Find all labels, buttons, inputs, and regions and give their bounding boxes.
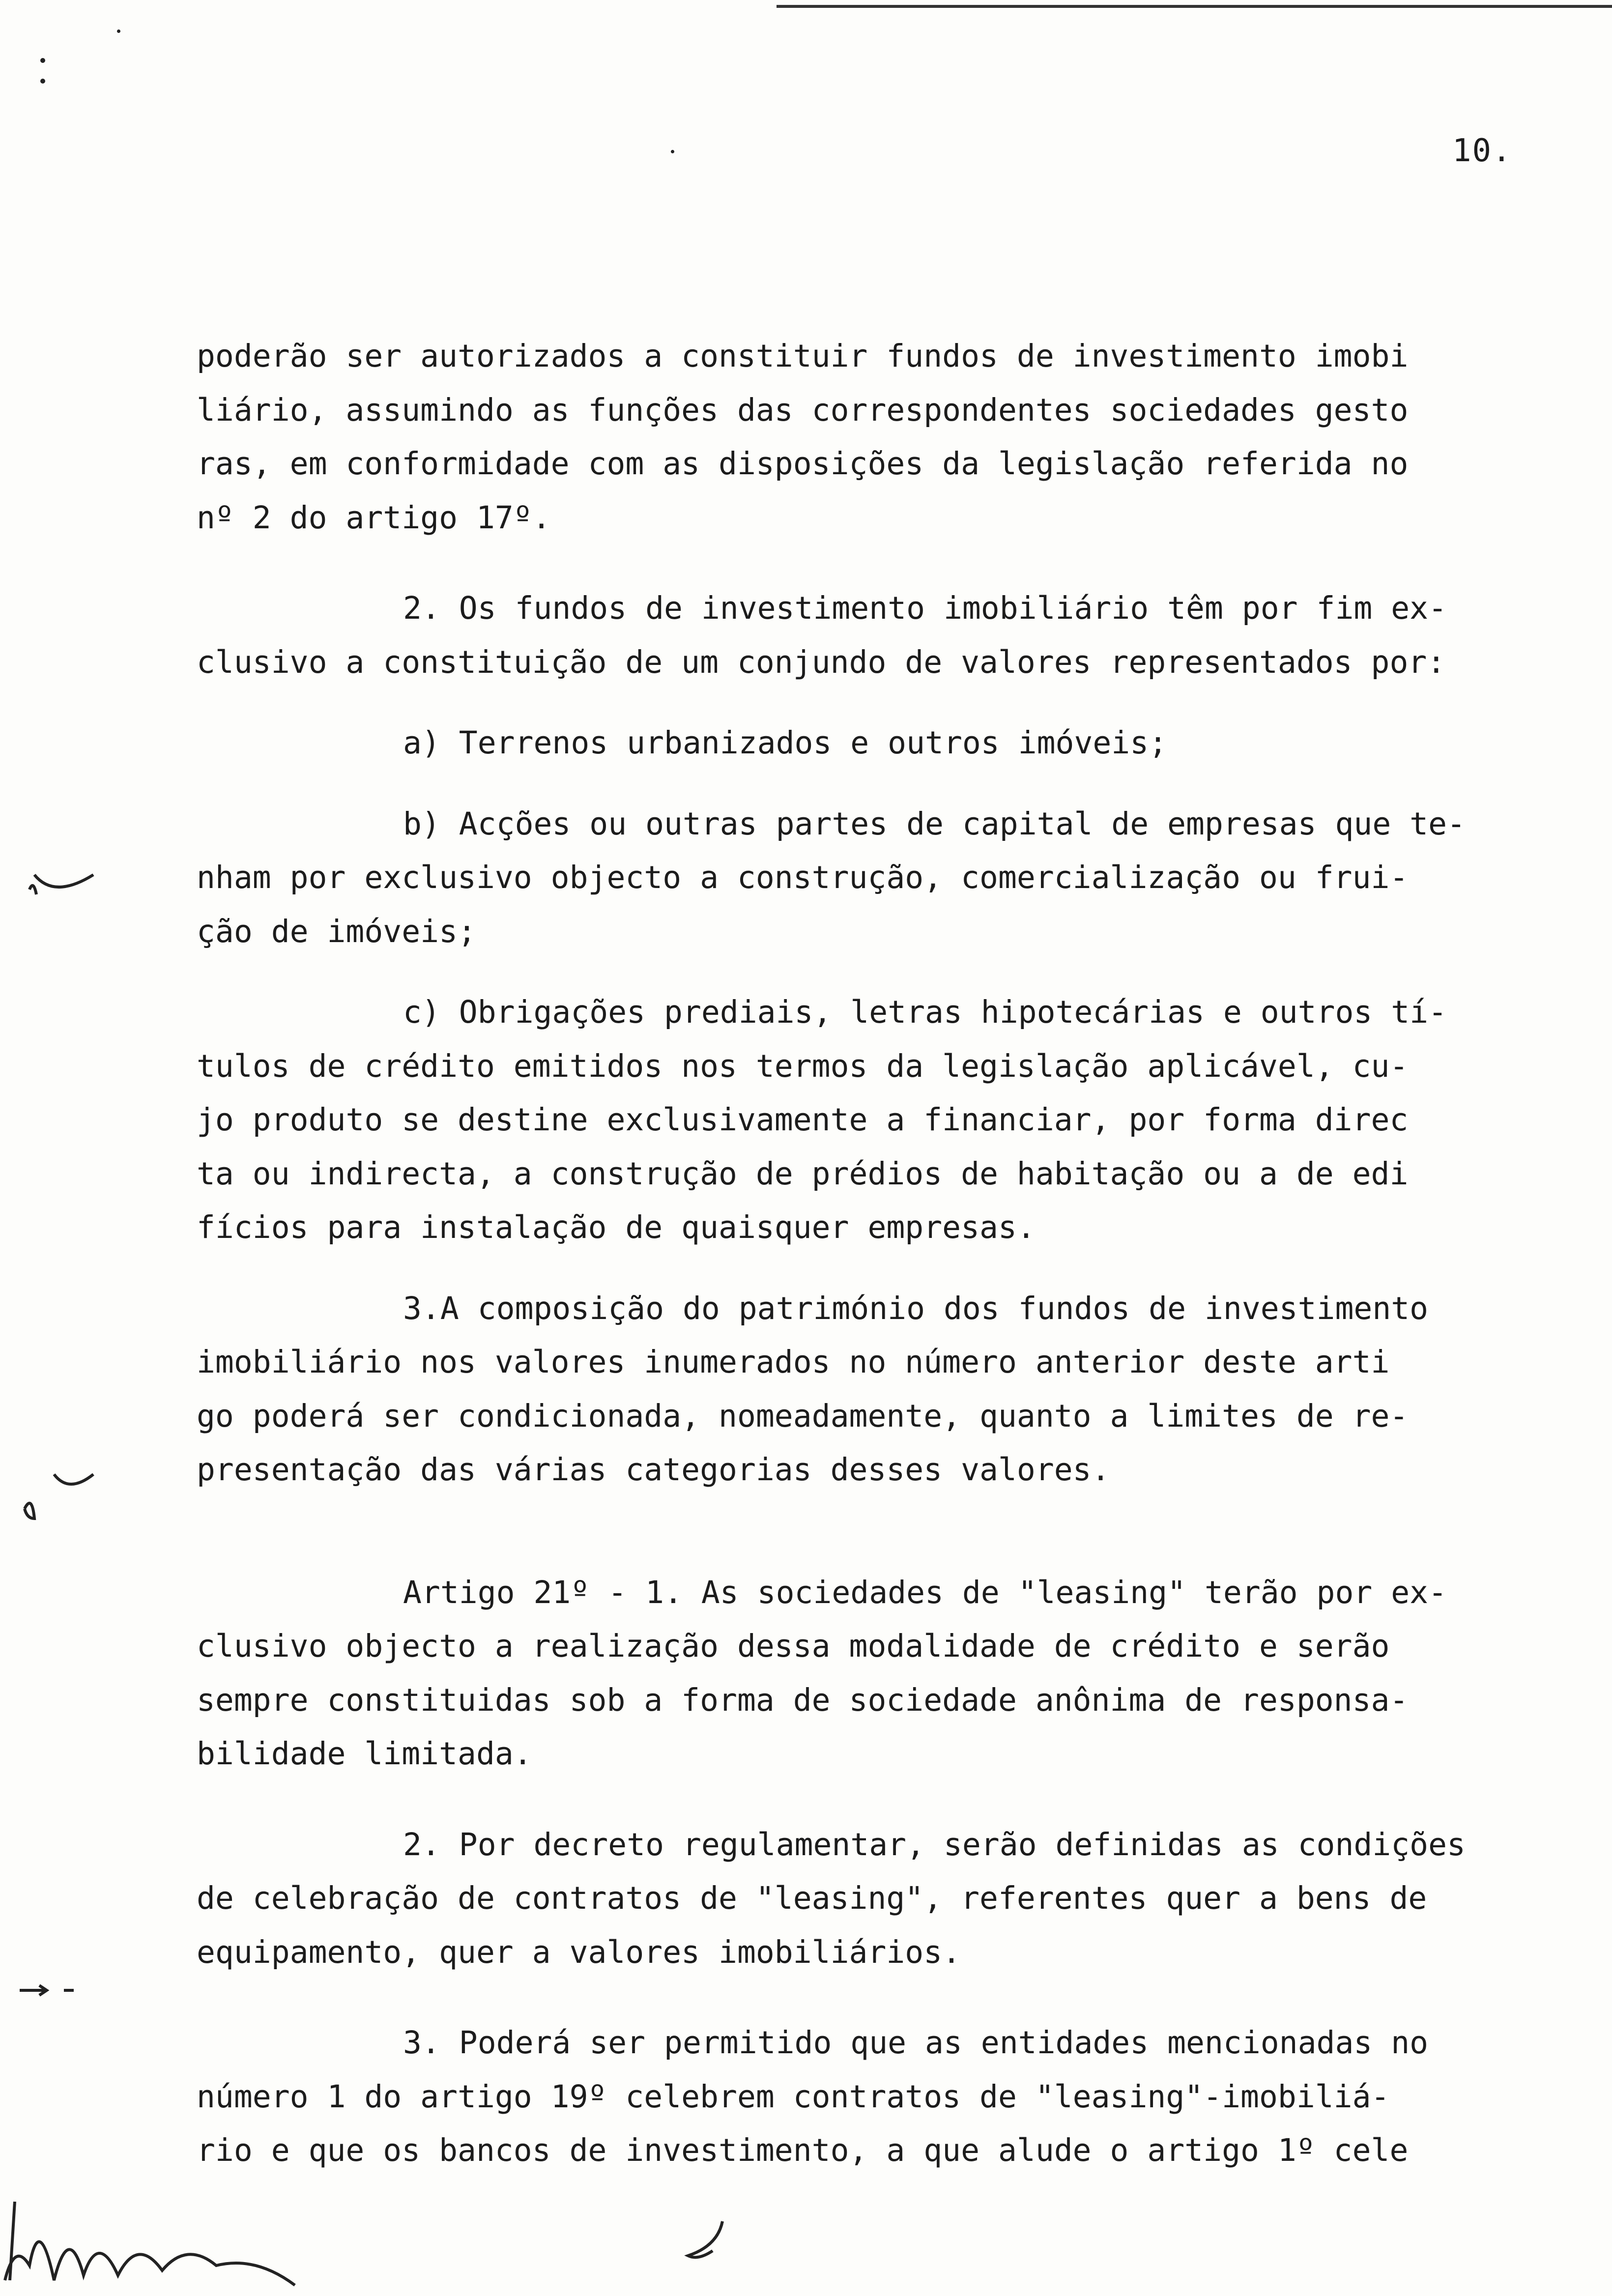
margin-dot [117, 29, 120, 33]
text-line: 2. Os fundos de investimento imobiliário têm por fim ex- [403, 590, 1447, 626]
paragraph-article-21-2 [197, 1818, 1592, 1980]
text-line: presentação das várias categorias desses valores. [197, 1452, 1110, 1488]
text-line: clusivo objecto a realização dessa modalidade de crédito e serão [197, 1628, 1390, 1664]
text-line: a) Terrenos urbanizados e outros imóveis; [403, 725, 1168, 761]
text-line: de celebração de contratos de "leasing", referentes quer a bens de [197, 1880, 1427, 1916]
text-line: ta ou indirecta, a construção de prédios de habitação ou a de edi [197, 1155, 1409, 1192]
text-line: nº 2 do artigo 17º. [197, 499, 551, 536]
text-line: go poderá ser condicionada, nomeadamente, quanto a limites de re- [197, 1398, 1409, 1434]
text-line: fícios para instalação de quaisquer empresas. [197, 1209, 1036, 1245]
paragraph-item-3 [197, 1282, 1592, 1497]
text-line: poderão ser autorizados a constituir fundos de investimento imobi [197, 338, 1409, 374]
handwritten-stroke [678, 2216, 737, 2266]
paragraph-item-2a [197, 716, 1592, 770]
text-line: rio e que os bancos de investimento, a que alude o artigo 1º cele [197, 2132, 1409, 2168]
text-line: número 1 do artigo 19º celebrem contratos de "leasing"-imobiliá- [197, 2078, 1390, 2115]
top-rule [777, 5, 1612, 8]
text-line: bilidade limitada. [197, 1736, 532, 1772]
handwritten-signature [0, 2182, 315, 2296]
margin-dot [671, 150, 674, 153]
text-line: clusivo a constituição de um conjundo de valores representados por: [197, 644, 1446, 680]
paragraph-intro [197, 329, 1592, 545]
handwritten-tick-mark [25, 845, 103, 904]
text-line: b) Acções ou outras partes de capital de empresas que te- [403, 805, 1466, 842]
text-line: liário, assumindo as funções das correspondentes sociedades gesto [197, 392, 1409, 428]
paragraph-item-2c [197, 985, 1592, 1255]
text-line: 2. Por decreto regulamentar, serão definidas as condições [403, 1826, 1466, 1863]
paragraph-article-21-3 [197, 2016, 1592, 2178]
paragraph-item-2 [197, 581, 1592, 689]
text-line: jo produto se destine exclusivamente a financiar, por forma direc [197, 1102, 1409, 1138]
paragraph-item-2b [197, 797, 1592, 959]
margin-dot [40, 58, 45, 63]
text-line: 3.A composição do património dos fundos de investimento [403, 1290, 1429, 1326]
page-number: 10. [1452, 133, 1512, 169]
text-line: equipamento, quer a valores imobiliários. [197, 1934, 961, 1970]
text-line: imobiliário nos valores inumerados no número anterior deste arti [197, 1344, 1390, 1380]
text-line: Artigo 21º - 1. As sociedades de "leasing" terão por ex- [403, 1574, 1447, 1610]
text-line: ção de imóveis; [197, 913, 476, 949]
text-line: nham por exclusivo objecto a construção, comercialização ou frui- [197, 860, 1409, 895]
text-line: sempre constituidas sob a forma de sociedade anônima de responsa- [197, 1682, 1409, 1718]
margin-dot [40, 79, 45, 84]
text-line: ras, em conformidade com as disposições da legislação referida no [197, 446, 1409, 482]
handwritten-arrow-mark [10, 1976, 108, 2005]
paragraph-article-21-1 [197, 1566, 1592, 1781]
body-text [197, 329, 1592, 2178]
text-line: tulos de crédito emitidos nos termos da legislação aplicável, cu- [197, 1048, 1409, 1084]
text-line: 3. Poderá ser permitido que as entidades mencionadas no [403, 2025, 1429, 2061]
handwritten-tick-mark [10, 1455, 98, 1533]
text-line: c) Obrigações prediais, letras hipotecárias e outros tí- [403, 994, 1447, 1030]
